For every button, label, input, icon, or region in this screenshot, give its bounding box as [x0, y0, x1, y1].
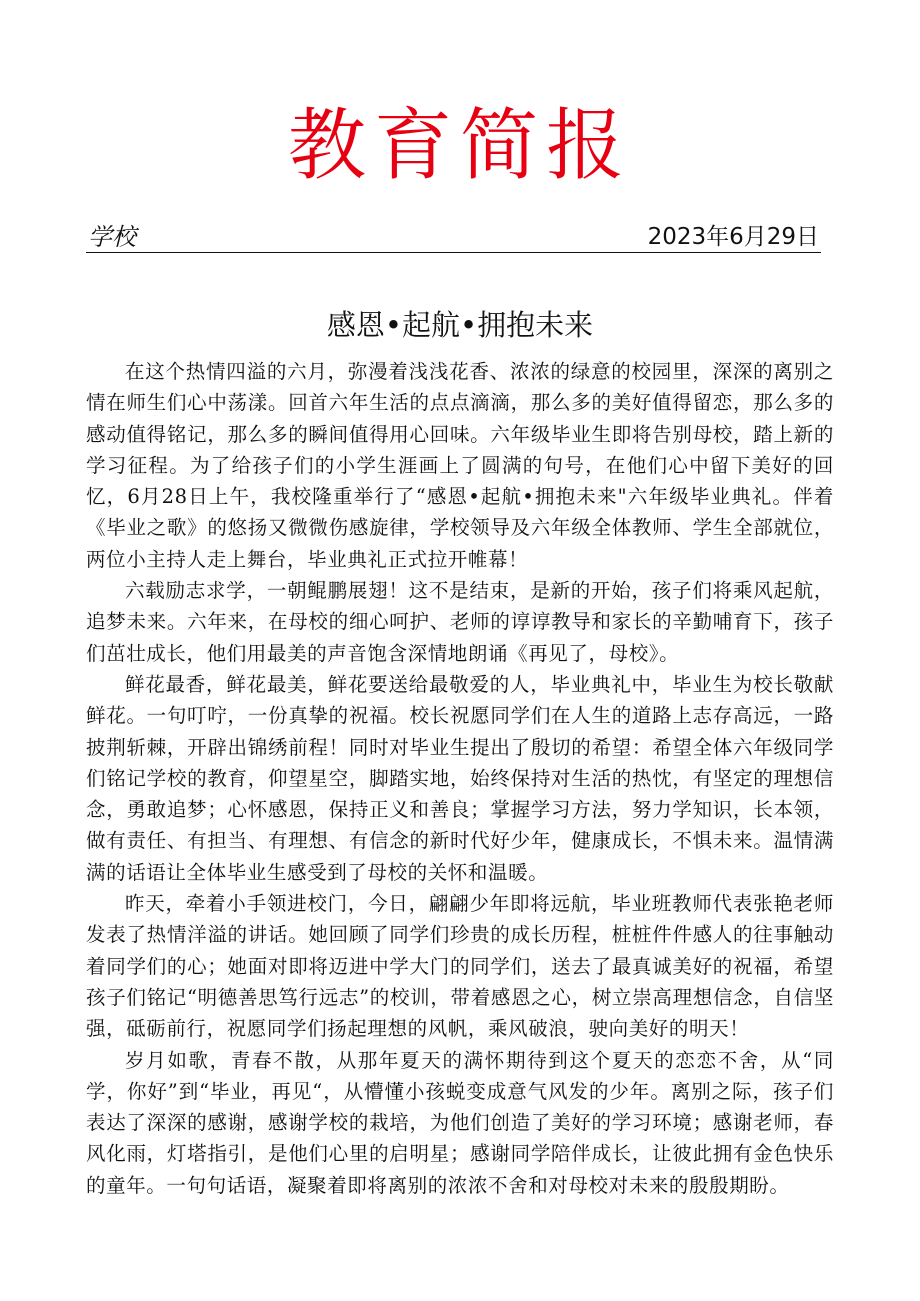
article-paragraph-3: 鲜花最香，鲜花最美，鲜花要送给最敬爱的人，毕业典礼中，毕业生为校长敬献鲜花。一句叮咛，一份真挚的祝福。校长祝愿同学们在人生的道路上志存高远，一路披荆斩棘，开辟出锦绣前程！同时对毕业生提出了殷切的希望：希望全体六年级同学们铭记学校的教育，仰望星空，脚踏实地，始终保持对生活的热忱，有坚定的理想信念，勇敢追梦；心怀感恩，保持正义和善良；掌握学习方法，努力学知识，长本领，做有责任、有担当、有理想、有信念的新时代好少年，健康成长，不惧未来。温情满满的话语让全体毕业生感受到了母校的关怀和温暖。: [86, 672, 834, 884]
issue-date: 2023年6月29日: [647, 224, 819, 250]
newsletter-masthead: 教育简报: [287, 101, 632, 191]
article-paragraph-2: 六载励志求学，一朝鲲鹏展翅！这不是结束，是新的开始，孩子们将乘风起航，追梦未来。六年来，在母校的细心呵护、老师的谆谆教导和家长的辛勤哺育下，孩子们茁壮成长，他们用最美的声音饱含深情地朗诵《再见了，母校》。: [86, 579, 834, 665]
school-label: 学校: [88, 223, 136, 251]
article-title: 感恩•起航•拥抱未来: [326, 308, 594, 343]
article-paragraph-1: 在这个热情四溢的六月，弥漫着浅浅花香、浓浓的绿意的校园里，深深的离别之情在师生们心中荡漾。回首六年生活的点点滴滴，那么多的美好值得留恋，那么多的感动值得铭记，那么多的瞬间值得用心回味。六年级毕业生即将告别母校，踏上新的学习征程。为了给孩子们的小学生涯画上了圆满的句号，在他们心中留下美好的回忆，6月28日上午，我校隆重举行了“感恩•起航•拥抱未来"六年级毕业典礼。伴着《毕业之歌》的悠扬又微微伤感旋律，学校领导及六年级全体教师、学生全部就位，两位小主持人走上舞台，毕业典礼正式拉开帷幕！: [86, 360, 834, 571]
article-paragraph-5: 岁月如歌，青春不散，从那年夏天的满怀期待到这个夏天的恋恋不舍，从“同学，你好”到“毕业，再见“，从懵懂小孩蜕变成意气风发的少年。离别之际，孩子们表达了深深的感谢，感谢学校的栽培，为他们创造了美好的学习环境；感谢老师，春风化雨，灯塔指引，是他们心里的启明星；感谢同学陪伴成长，让彼此拥有金色快乐的童年。一句句话语，凝聚着即将离别的浓浓不舍和对母校对未来的殷殷期盼。: [86, 1048, 834, 1197]
article-body: [86, 356, 834, 1201]
issue-info-line: [86, 222, 821, 253]
article-paragraph-4: 昨天，牵着小手领进校门，今日，翩翩少年即将远航，毕业班教师代表张艳老师发表了热情洋溢的讲话。她回顾了同学们珍贵的成长历程，桩桩件件感人的往事触动着同学们的心；她面对即将迈进中学大门的同学们，送去了最真诚美好的祝福，希望孩子们铭记“明德善思笃行远志”的校训，带着感恩之心，树立崇高理想信念，自信坚强，砥砺前行，祝愿同学们扬起理想的风帆，乘风破浪，驶向美好的明天！: [86, 892, 834, 1041]
